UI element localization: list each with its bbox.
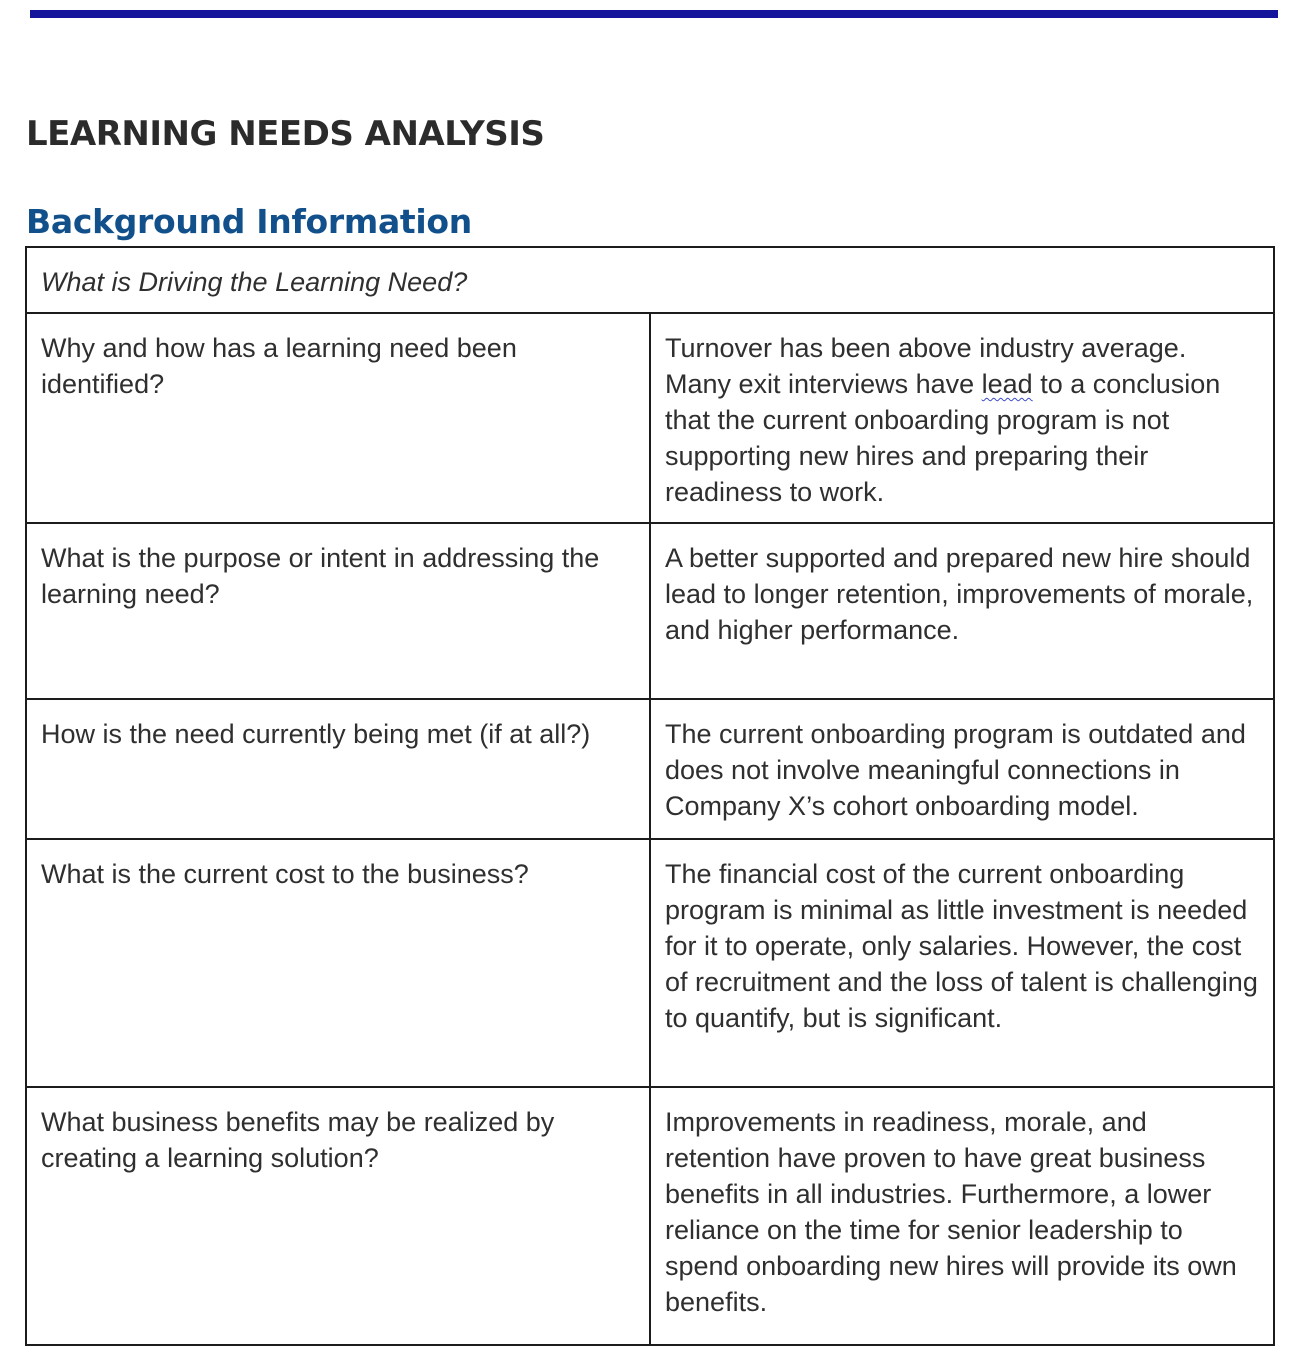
answer-text: to a conclusion that the current onboarding program is not supporting new hires and preparing their readiness to work. bbox=[665, 369, 1221, 507]
answer-cell: Improvements in readiness, morale, and retention have proven to have great business benefits in all industries. Furthermore, a lower reliance on the time for senior leadership to spend onboarding new hires will provide its own benefits. bbox=[650, 1087, 1274, 1345]
table-row bbox=[26, 523, 1274, 699]
table-header-cell: What is Driving the Learning Need? bbox=[26, 247, 1274, 313]
answer-text: Turnover has been above industry average. Many exit interviews have bbox=[665, 333, 1187, 399]
answer-cell: The financial cost of the current onboarding program is minimal as little investment is needed for it to operate, only salaries. However, the cost of recruitment and the loss of talent is challenging to quantify, but is significant. bbox=[650, 839, 1274, 1087]
answer-cell: A better supported and prepared new hire should lead to longer retention, improvements of morale, and higher performance. bbox=[650, 523, 1274, 699]
table-row bbox=[26, 1087, 1274, 1345]
section-title: Background Information bbox=[26, 202, 472, 241]
background-info-table bbox=[25, 246, 1275, 1346]
answer-cell bbox=[650, 313, 1274, 523]
document-title: LEARNING NEEDS ANALYSIS bbox=[26, 114, 545, 154]
top-accent-rule bbox=[30, 10, 1278, 18]
question-cell: How is the need currently being met (if at all?) bbox=[26, 699, 650, 839]
table-row bbox=[26, 313, 1274, 523]
question-cell: Why and how has a learning need been identified? bbox=[26, 313, 650, 523]
spellcheck-flagged-word[interactable]: lead bbox=[981, 369, 1033, 399]
table-row bbox=[26, 699, 1274, 839]
question-cell: What is the purpose or intent in addressing the learning need? bbox=[26, 523, 650, 699]
question-cell: What business benefits may be realized by creating a learning solution? bbox=[26, 1087, 650, 1345]
question-cell: What is the current cost to the business? bbox=[26, 839, 650, 1087]
table-row bbox=[26, 839, 1274, 1087]
table-header-row bbox=[26, 247, 1274, 313]
answer-cell: The current onboarding program is outdated and does not involve meaningful connections in Company X’s cohort onboarding model. bbox=[650, 699, 1274, 839]
